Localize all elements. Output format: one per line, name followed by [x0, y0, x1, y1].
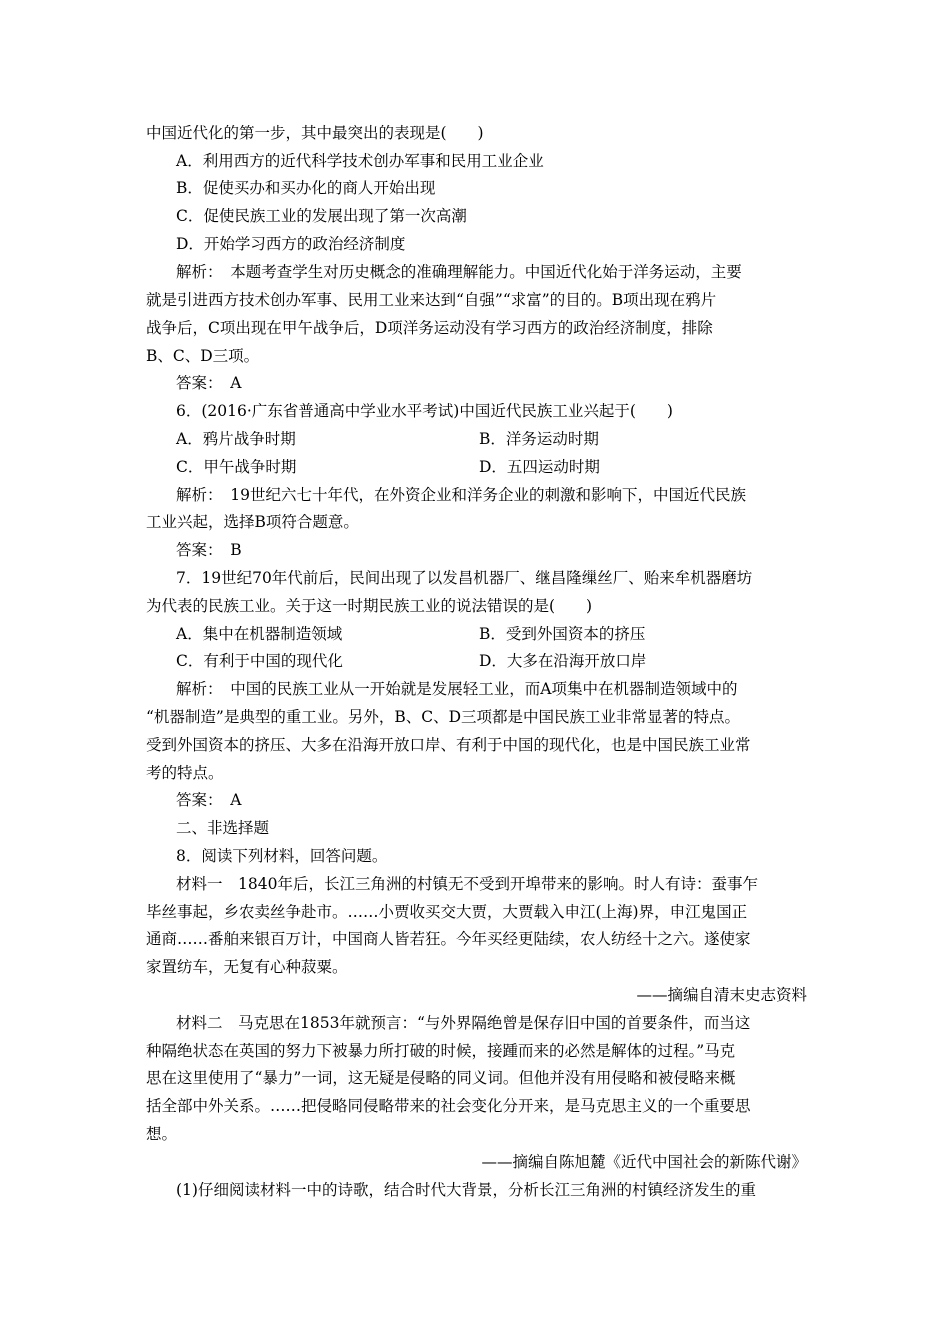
q5-analysis-line: B、C、D三项。 [146, 347, 260, 365]
q7-analysis-line: 受到外国资本的挤压、大多在沿海开放口岸、有利于中国的现代化，也是中国民族工业常 [146, 736, 751, 754]
q6-answer: 答案： B [176, 541, 242, 559]
q7-answer: 答案： A [176, 791, 242, 809]
q6-option-c: C．甲午战争时期 [176, 458, 297, 476]
material-one-line: 材料一 1840年后，长江三角洲的村镇无不受到开埠带来的影响。时人有诗：蚕事乍 [176, 875, 758, 893]
q6-analysis-line: 解析： 19世纪六七十年代，在外资企业和洋务企业的刺激和影响下，中国近代民族 [176, 486, 746, 504]
q8-stem: 8．阅读下列材料，回答问题。 [176, 847, 388, 865]
material-one-line: 毕丝事起，乡农卖丝争赴市。……小贾收买交大贾，大贾载入申江(上海)界，申江鬼国正 [146, 903, 748, 921]
q5-stem-tail: 中国近代化的第一步，其中最突出的表现是( ) [146, 124, 484, 142]
q7-stem-line: 为代表的民族工业。关于这一时期民族工业的说法错误的是( ) [146, 597, 593, 615]
q6-analysis-line: 工业兴起，选择B项符合题意。 [146, 513, 359, 531]
q6-option-a: A．鸦片战争时期 [176, 430, 296, 448]
material-two-line: 种隔绝状态在英国的努力下被暴力所打破的时候，接踵而来的必然是解体的过程。”马克 [146, 1042, 736, 1060]
q5-option-d: D．开始学习西方的政治经济制度 [176, 235, 406, 253]
material-two-line: 括全部中外关系。……把侵略同侵略带来的社会变化分开来，是马克思主义的一个重要思 [146, 1097, 751, 1115]
q5-option-b: B．促使买办和买办化的商人开始出现 [176, 179, 436, 197]
q5-analysis-line: 就是引进西方技术创办军事、民用工业来达到“自强”“求富”的目的。B项出现在鸦片 [146, 291, 717, 309]
q7-stem-line: 7．19世纪70年代前后，民间出现了以发昌机器厂、继昌隆缫丝厂、贻来牟机器磨坊 [176, 569, 753, 587]
material-one-line: 通商……番舶来银百万计，中国商人皆若狂。今年买经更陆续，农人纺经十之六。遂使家 [146, 930, 751, 948]
q5-analysis-line: 解析： 本题考查学生对历史概念的准确理解能力。中国近代化始于洋务运动，主要 [176, 263, 742, 281]
q7-option-b: B．受到外国资本的挤压 [479, 625, 646, 643]
q7-analysis-line: “机器制造”是典型的重工业。另外，B、C、D三项都是中国民族工业非常显著的特点。 [146, 708, 741, 726]
q7-option-d: D．大多在沿海开放口岸 [479, 652, 647, 670]
material-one-line: 家置纺车，无复有心种菽粟。 [146, 958, 348, 976]
q6-option-d: D．五四运动时期 [479, 458, 600, 476]
material-two-line: 想。 [146, 1125, 178, 1143]
q7-analysis-line: 解析： 中国的民族工业从一开始就是发展轻工业，而A项集中在机器制造领域中的 [176, 680, 738, 698]
q8-subquestion-1: (1)仔细阅读材料一中的诗歌，结合时代大背景，分析长江三角洲的村镇经济发生的重 [176, 1181, 756, 1199]
q7-option-c: C．有利于中国的现代化 [176, 652, 343, 670]
q6-option-b: B．洋务运动时期 [479, 430, 599, 448]
material-two-source: ——摘编自陈旭麓《近代中国社会的新陈代谢》 [481, 1153, 807, 1171]
q7-option-a: A．集中在机器制造领域 [176, 625, 343, 643]
material-one-source: ——摘编自清末史志资料 [636, 986, 807, 1004]
q5-answer: 答案： A [176, 374, 242, 392]
q6-stem: 6．(2016·广东省普通高中学业水平考试)中国近代民族工业兴起于( ) [176, 402, 673, 420]
q5-option-c: C．促使民族工业的发展出现了第一次高潮 [176, 207, 467, 225]
material-two-line: 思在这里使用了“暴力”一词，这无疑是侵略的同义词。但他并没有用侵略和被侵略来概 [146, 1069, 736, 1087]
material-two-line: 材料二 马克思在1853年就预言：“与外界隔绝曾是保存旧中国的首要条件，而当这 [176, 1014, 751, 1032]
q7-analysis-line: 考的特点。 [146, 764, 224, 782]
q5-option-a: A．利用西方的近代科学技术创办军事和民用工业企业 [176, 152, 544, 170]
section-heading: 二、非选择题 [176, 819, 270, 837]
q5-analysis-line: 战争后，C项出现在甲午战争后，D项洋务运动没有学习西方的政治经济制度，排除 [146, 319, 713, 337]
